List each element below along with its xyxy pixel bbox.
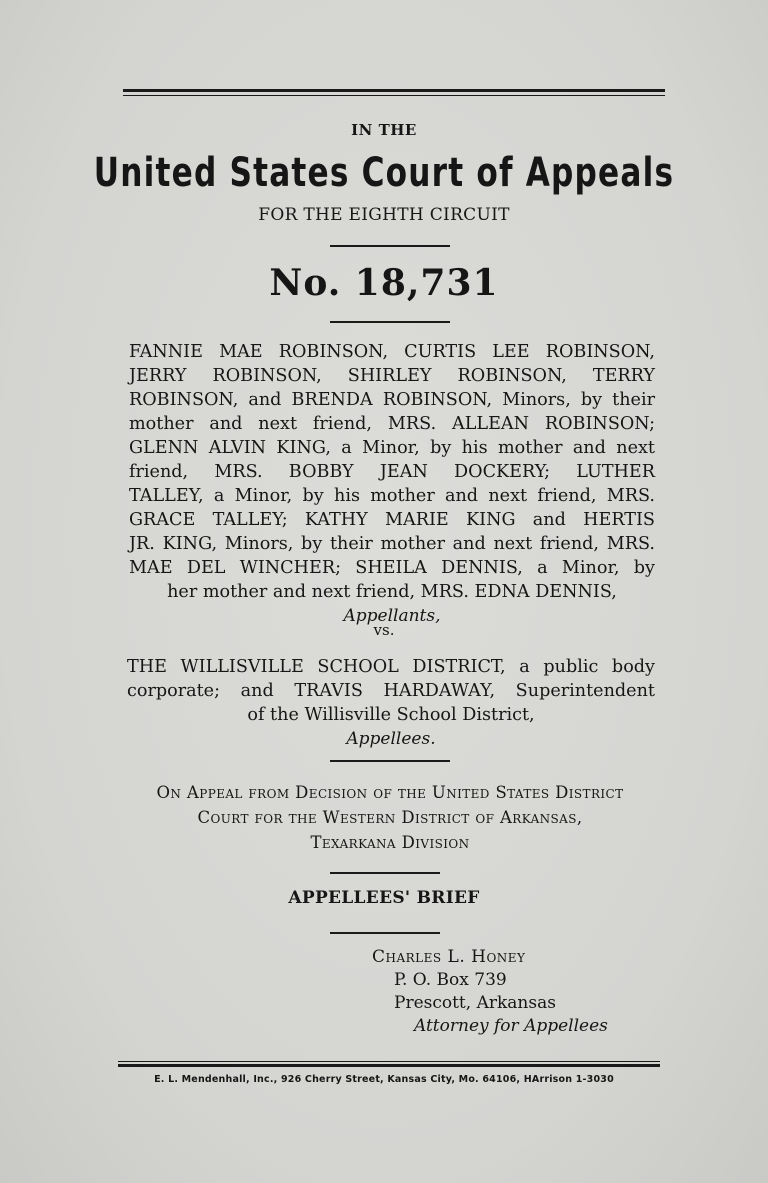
appeal-line: On Appeal from Decision of the United States District: [156, 783, 624, 802]
versus: vs.: [373, 621, 395, 639]
printer-imprint: E. L. Mendenhall, Inc., 926 Cherry Street, Kansas City, Mo. 64106, HArrison 1-3030: [154, 1074, 614, 1085]
court-title: United States Court of Appeals: [93, 150, 675, 196]
appellants-role: Appellants,: [343, 606, 441, 626]
appellant-line: ROBINSON, and BRENDA ROBINSON, Minors, by their: [129, 390, 655, 410]
appellant-line: JR. KING, Minors, by their mother and next friend, MRS.: [129, 534, 655, 554]
divider-rule: [330, 872, 440, 874]
case-number: No. 18,731: [269, 262, 499, 304]
divider-rule: [330, 245, 450, 247]
appellant-line: GLENN ALVIN KING, a Minor, by his mother and next: [129, 438, 655, 458]
appellant-line: FANNIE MAE ROBINSON, CURTIS LEE ROBINSON,: [129, 342, 655, 362]
appellee-line: corporate; and TRAVIS HARDAWAY, Superintendent: [127, 681, 655, 701]
appellees-role: Appellees.: [346, 729, 436, 749]
appellant-line: her mother and next friend, MRS. EDNA DENNIS,: [167, 582, 617, 602]
appeal-from-block: [110, 780, 670, 855]
footer-double-rule: [118, 1061, 660, 1067]
attorney-address-line: Prescott, Arkansas: [394, 993, 556, 1013]
divider-rule: [330, 932, 440, 934]
divider-rule: [330, 760, 450, 762]
divider-rule: [330, 321, 450, 323]
appellee-line: of the Willisville School District,: [247, 705, 535, 725]
brief-title: APPELLEES' BRIEF: [288, 888, 480, 908]
appellant-line: JERRY ROBINSON, SHIRLEY ROBINSON, TERRY: [129, 366, 655, 386]
appellees-block: [127, 655, 655, 751]
appellants-block: [129, 340, 655, 628]
attorney-address-line: P. O. Box 739: [394, 970, 507, 990]
appellant-line: mother and next friend, MRS. ALLEAN ROBINSON;: [129, 414, 655, 434]
top-double-rule: [123, 89, 665, 96]
appellant-line: friend, MRS. BOBBY JEAN DOCKERY; LUTHER: [129, 462, 655, 482]
appellant-line: TALLEY, a Minor, by his mother and next friend, MRS.: [129, 486, 655, 506]
appeal-line: Court for the Western District of Arkansas,: [197, 808, 583, 827]
appellant-line: MAE DEL WINCHER; SHEILA DENNIS, a Minor, by: [129, 558, 655, 578]
attorney-block: [372, 946, 608, 1038]
appellee-line: THE WILLISVILLE SCHOOL DISTRICT, a public body: [127, 657, 655, 677]
in-the-heading: IN THE: [351, 121, 417, 139]
appellant-line: GRACE TALLEY; KATHY MARIE KING and HERTIS: [129, 510, 655, 530]
appeal-line: Texarkana Division: [310, 833, 470, 852]
attorney-name: Charles L. Honey: [372, 947, 526, 967]
circuit-subtitle: FOR THE EIGHTH CIRCUIT: [258, 205, 510, 225]
attorney-role: Attorney for Appellees: [414, 1016, 608, 1036]
